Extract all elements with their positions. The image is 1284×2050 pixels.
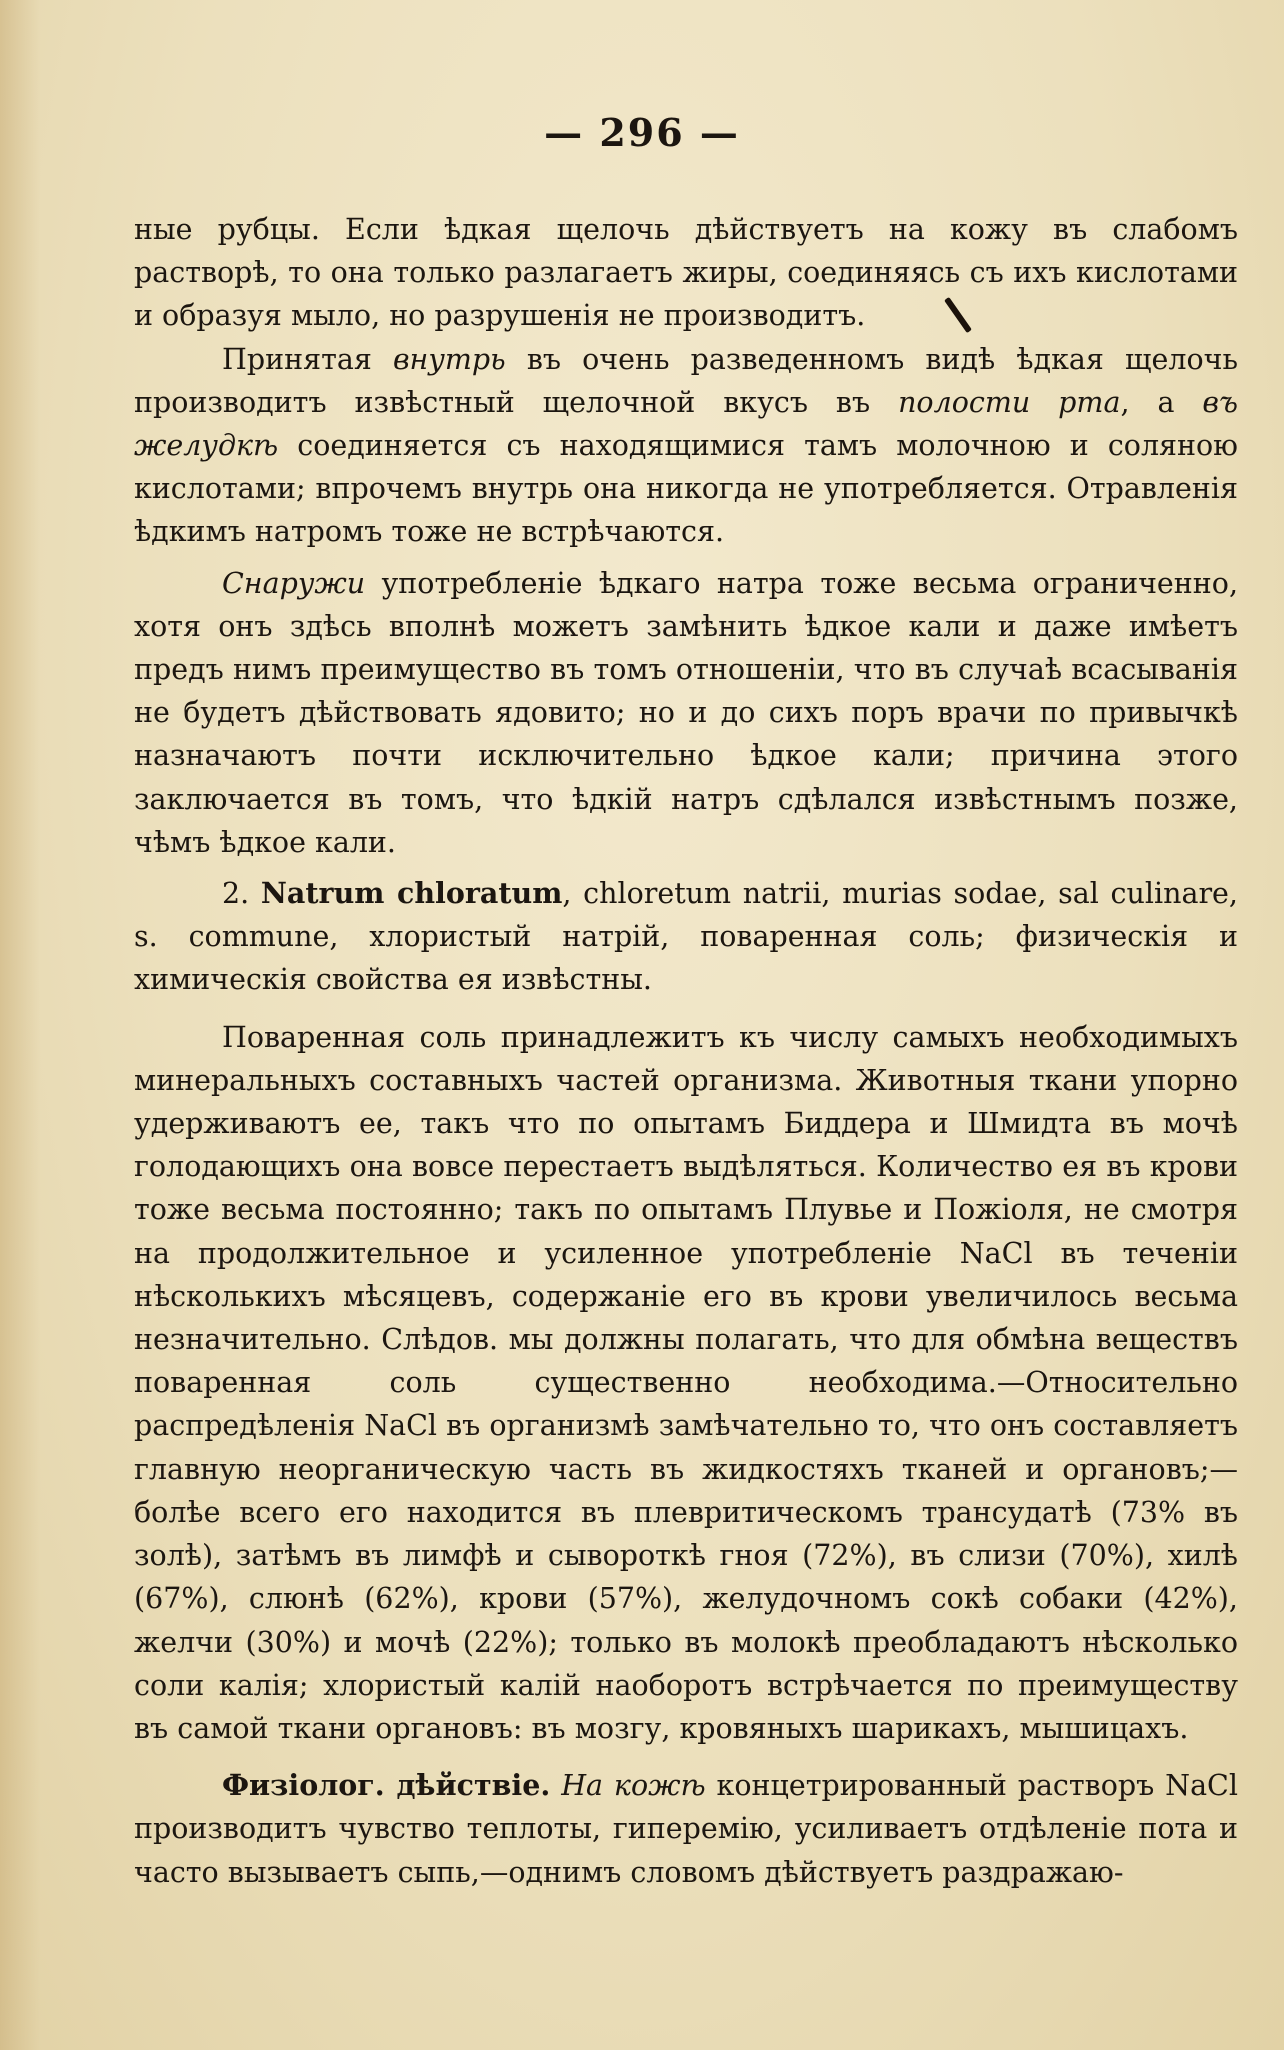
text-run: концетрированный растворъ NaCl производитъ чувство теплоты, гиперемію, усиливаетъ отдѣленіе пота и часто вызываетъ сыпь,—однимъ словомъ дѣйствуетъ раздражаю- xyxy=(134,1769,1238,1889)
text-run: употребленіе ѣдкаго натра тоже весьма ограниченно, хотя онъ здѣсь вполнѣ можетъ замѣнить ѣдкое кали и даже имѣетъ предъ нимъ преимущество въ томъ отношеніи, что въ случаѣ всасыванія не будетъ дѣйствовать ядовито; но и до сихъ поръ врачи по привычкѣ назначаютъ почти исключительно ѣдкое кали; причина этого заключается въ томъ, что ѣдкій натръ сдѣлался извѣстнымъ позже, чѣмъ ѣдкое кали. xyxy=(134,566,1238,859)
text-run: , а xyxy=(1120,385,1203,419)
text-run: 2. xyxy=(222,877,261,911)
page-number: — 296 — xyxy=(544,110,740,155)
italic-run: На кожѣ xyxy=(561,1769,706,1803)
italic-run: Снаружи xyxy=(222,566,366,600)
paragraph-6 xyxy=(134,1764,1238,1894)
paragraph-2 xyxy=(134,338,1238,554)
text-run: Поваренная соль принадлежитъ къ числу самыхъ необходимыхъ минеральныхъ составныхъ частей организма. Животныя ткани упорно удерживаютъ ее, такъ что по опытамъ Биддера и Шмидта въ мочѣ голодающихъ она вовсе перестаетъ выдѣляться. Количество ея въ крови тоже весьма постоянно; такъ по опытамъ Плувье и Пожіоля, не смотря на продолжительное и усиленное употребленіе NaCl въ теченіи нѣсколькихъ мѣсяцевъ, содержаніе его въ крови увеличилось весьма незначительно. Слѣдов. мы должны полагать, что для обмѣна веществъ поваренная соль существенно необходима.—Относительно распредѣленія NaCl въ организмѣ замѣчательно то, что онъ составляетъ главную неорганическую часть въ жидкостяхъ тканей и органовъ;—болѣе всего его находится въ плевритическомъ трансудатѣ (73% въ золѣ), затѣмъ въ лимфѣ и сывороткѣ гноя (72%), въ слизи (70%), хилѣ (67%), слюнѣ (62%), крови (57%), желудочномъ сокѣ собаки (42%), желчи (30%) и мочѣ (22%); только въ молокѣ преобладаютъ нѣсколько соли калія; хлористый калій наоборотъ встрѣчается по преимуществу въ самой ткани органовъ: въ мозгу, кровяныхъ шарикахъ, мышицахъ. xyxy=(134,1020,1238,1745)
bold-run: Физіолог. дѣйствіе. xyxy=(222,1768,551,1803)
paragraph-3 xyxy=(134,562,1238,864)
page-edge-stain xyxy=(0,0,40,2050)
text-run: въ очень разведенномъ видѣ ѣдкая щелочь производитъ извѣстный щелочной вкусъ въ xyxy=(134,342,1238,419)
text-run: соединяется съ находящимися тамъ молочною и соляною кислотами; впрочемъ внутрь она никогда не употребляется. Отравленія ѣдкимъ натромъ тоже не встрѣчаются. xyxy=(134,429,1238,549)
paragraph-5 xyxy=(134,1016,1238,1750)
body-text xyxy=(134,208,1238,1894)
italic-run: полости рта xyxy=(898,385,1121,419)
italic-run: въ желудкѣ xyxy=(134,385,1239,463)
text-run: , chloretum natrii, murias sodae, sal culinare, s. commune, хлористый натрій, поваренная соль; физическія и химическія свойства ея извѣстны. xyxy=(134,877,1238,997)
text-run xyxy=(550,1769,561,1802)
bold-run: Natrum chloratum xyxy=(260,876,563,911)
paragraph-4 xyxy=(134,872,1238,1002)
italic-run: внутрь xyxy=(392,342,506,376)
text-run: ные рубцы. Если ѣдкая щелочь дѣйствуетъ на кожу въ слабомъ растворѣ, то она только разлагаетъ жиры, соединяясь съ ихъ кислотами и образуя мыло, но разрушенія не производитъ. xyxy=(134,213,1238,333)
paragraph-1 xyxy=(134,208,1238,338)
text-run: Принятая xyxy=(222,342,393,376)
